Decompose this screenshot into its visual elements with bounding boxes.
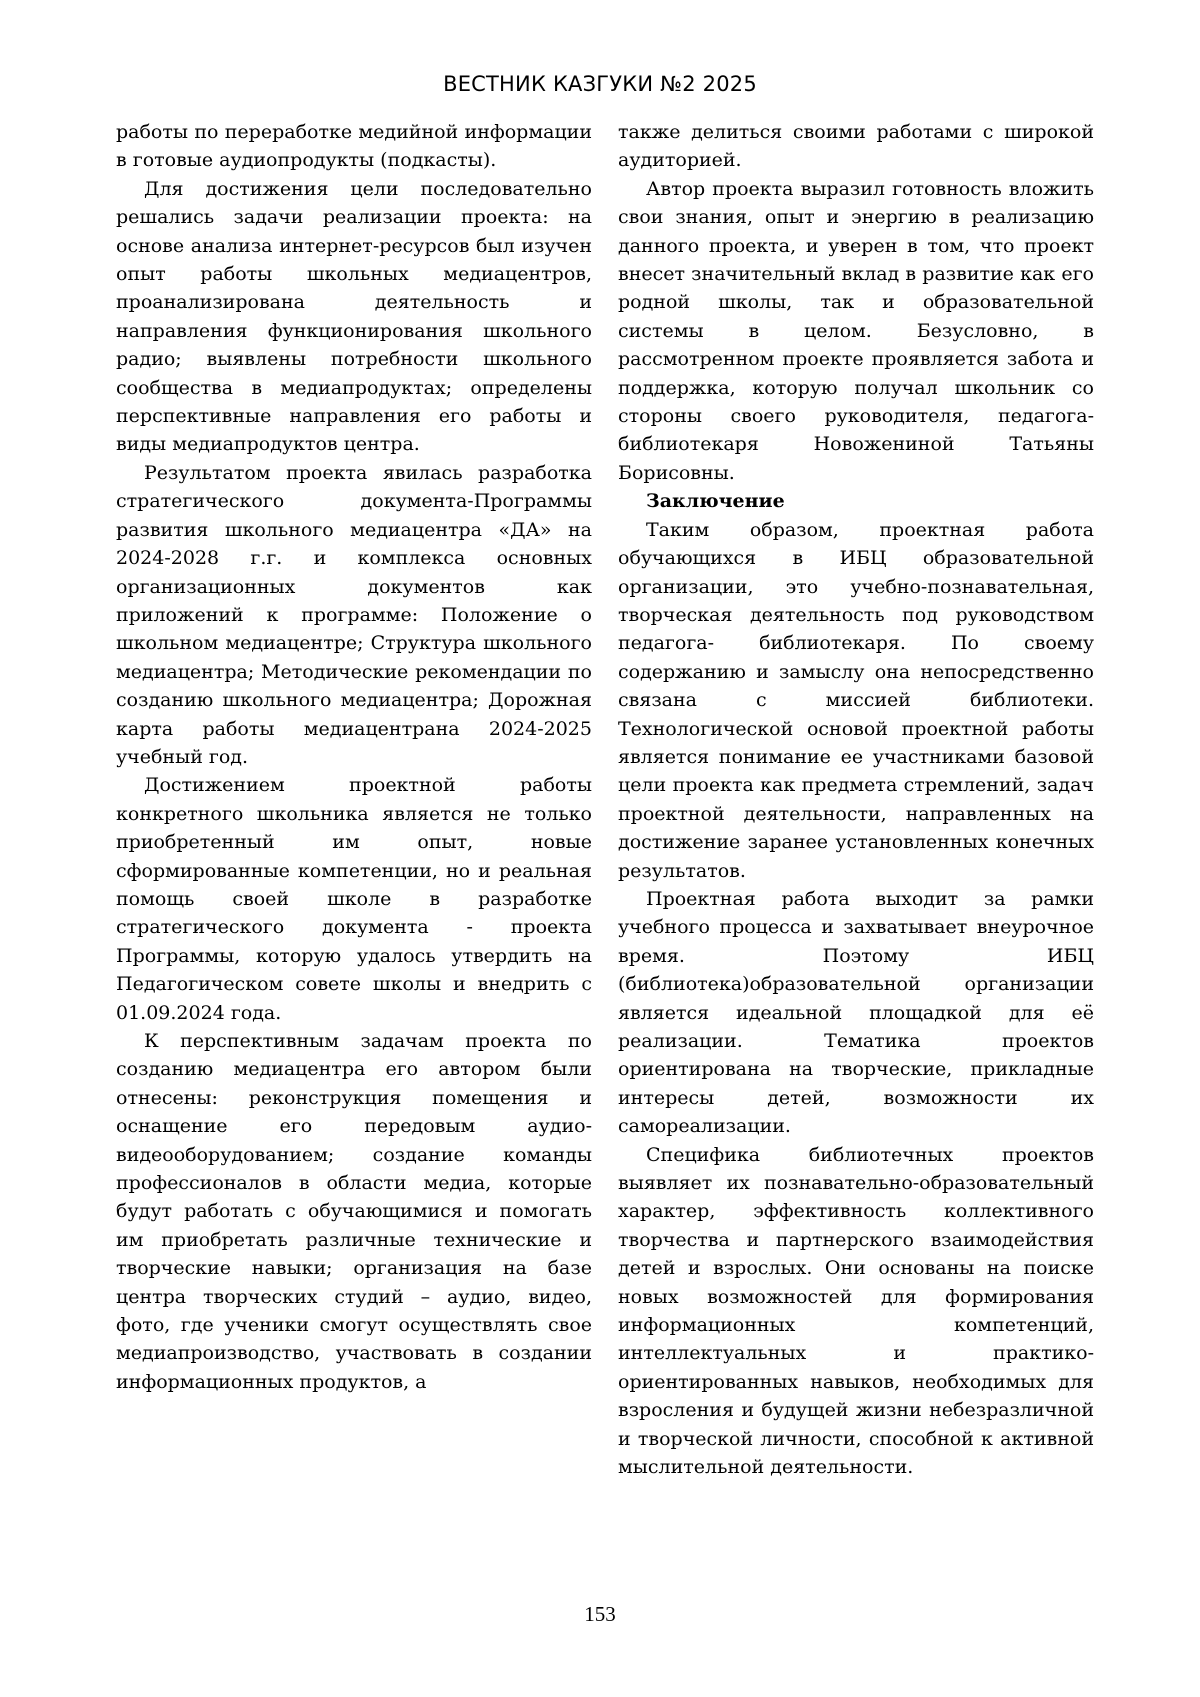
- paragraph-prospects: К перспективным задачам проекта по созданию медиацентра его автором были отнесены: реконструкция помещения и оснащение его передовым аудио-видеооборудованием; создание команды профессионалов в области медиа, которые будут работать с обучающимися и помогать им приобретать различные технические и творческие навыки; организация на базе центра творческих студий – аудио, видео, фото, где ученики смогут осуществлять свое медиапроизводство, участвовать в создании информационных продуктов, а: [116, 1030, 592, 1393]
- paragraph-conclusion-3: Специфика библиотечных проектов выявляет их познавательно-образовательный характер, эффективность коллективного творчества и партнерского взаимодействия детей и взрослых. Они основаны на поиске новых возможностей для формирования информационных компетенций, интеллектуальных и практико-ориентированных навыков, необходимых для взросления и будущей жизни небезразличной и творческой личности, способной к активной мыслительной деятельности.: [618, 1143, 1094, 1479]
- right-column: [618, 118, 1094, 1482]
- paragraph-goals: Для достижения цели последовательно решались задачи реализации проекта: на основе анализа интернет-ресурсов был изучен опыт работы школьных медиацентров, проанализирована деятельность и направления функционирования школьного радио; выявлены потребности школьного сообщества в медиапродуктах; определены перспективные направления его работы и виды медиапродуктов центра.: [116, 177, 592, 456]
- paragraph-achievement: Достижением проектной работы конкретного школьника является не только приобретенный им опыт, новые сформированные компетенции, но и реальная помощь своей школе в разработке стратегического документа - проекта Программы, которую удалось утвердить на Педагогическом совете школы и внедрить с 01.09.2024 года.: [116, 774, 592, 1024]
- paragraph-conclusion-2: Проектная работа выходит за рамки учебного процесса и захватывает внеурочное время. Поэтому ИБЦ (библиотека)образовательной организации является идеальной площадкой для её реализации. Тематика проектов ориентирована на творческие, прикладные интересы детей, возможности их самореализации.: [618, 887, 1094, 1138]
- running-header: ВЕСТНИК КАЗГУКИ №2 2025: [443, 72, 757, 96]
- page-number: 153: [584, 1602, 616, 1626]
- paragraph-result: Результатом проекта явилась разработка стратегического документа-Программы развития школьного медиацентра «ДА» на 2024-2028 г.г. и комплекса основных организационных документов как приложений к программе: Положение о школьном медиацентре; Структура школьного медиацентра; Методические рекомендации по созданию школьного медиацентра; Дорожная карта работы медиацентрана 2024-2025 учебный год.: [116, 461, 592, 768]
- paragraph-continuation: также делиться своими работами с широкой аудиторией.: [618, 121, 1094, 172]
- paragraph-author: Автор проекта выразил готовность вложить свои знания, опыт и энергию в реализацию данного проекта, и уверен в том, что проект внесет значительный вклад в развитие как его родной школы, так и образовательной системы в целом. Безусловно, в рассмотренном проекте проявляется забота и поддержка, которую получал школьник со стороны своего руководителя, педагога-библиотекаря Новожениной Татьяны Борисовны.: [618, 177, 1094, 484]
- paragraph-continuation: работы по переработке медийной информации в готовые аудиопродукты (подкасты).: [116, 121, 592, 172]
- paragraph-conclusion-1: Таким образом, проектная работа обучающихся в ИБЦ образовательной организации, это учебно-познавательная, творческая деятельность под руководством педагога- библиотекаря. По своему содержанию и замыслу она непосредственно связана с миссией библиотеки. Технологической основой проектной работы является понимание ее участниками базовой цели проекта как предмета стремлений, задач проектной деятельности, направленных на достижение заранее установленных конечных результатов.: [618, 518, 1094, 882]
- left-column: [116, 118, 592, 1396]
- section-heading-conclusion: Заключение: [646, 490, 785, 513]
